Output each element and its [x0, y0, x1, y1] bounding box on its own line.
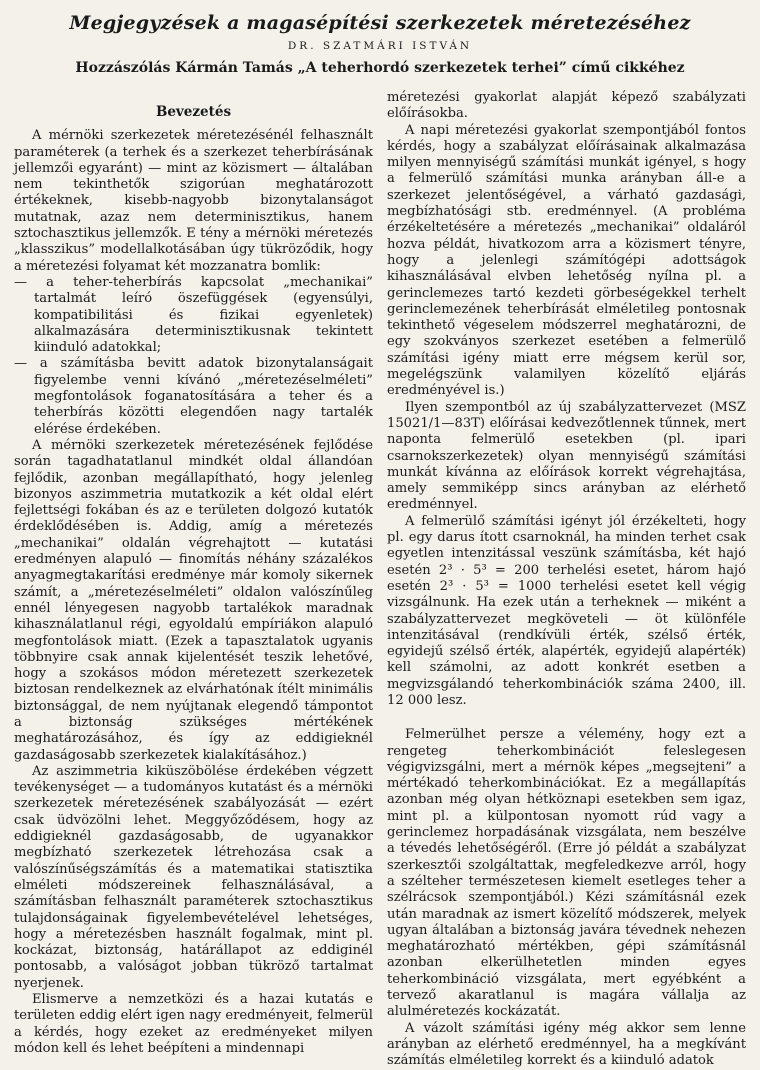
paragraph: méretezési gyakorlat alapját képező szabályzati előírásokba.: [387, 90, 746, 122]
text-columns: [14, 90, 746, 1070]
left-column: [14, 90, 373, 1070]
dash-list: [14, 275, 373, 438]
paragraph: A felmerülő számítási igényt jól érzékelteti, hogy pl. egy darus ított csarnoknál, ha minden terhet csak egyetlen intenzitással veszünk számításba, két hajó esetén 2³ · 5³ = 200 terhelési esetet, három hajó esetén 2³ · 5³ = 1000 terhelési esetet kell végig vizsgálnunk. Ha ezek után a terheknek — miként a szabályzattervezet megköveteli — öt különféle intenzitásával (rendkívüli érték, szélső érték, egyidejű szélső érték, alapérték, egyidejű alapérték) kell számolni, az adott konkrét esetben a megvizsgálandó teherkombinációk száma 2400, ill. 12 000 lesz.: [387, 513, 746, 708]
paragraph: A mérnöki szerkezetek méretezésének fejlődése során tagadhatatlanul mindkét oldal állandóan fejlődik, azonban megállapítható, hogy jelenleg bizonyos aszimmetria mutatkozik a két oldal elért fejlettségi fokában és az e területen dolgozó kutatók érdeklődésében is. Addig, amíg a méretezés „mechanikai” oldalán végrehajtott — kutatási eredményen alapuló — finomítás néhány százalékos anyagmegtakarítási eredménye már komoly sikernek számít, a „méretezéselméleti” oldalon valószínűleg ennél lényegesen nagyobb tartalékok maradnak kihasználatlanul régi, egyoldalú empíriákon alapuló megfontolások miatt. (Ezek a tapasztalatok ugyanis többnyire csak annak kijelentését teszik lehetővé, hogy a szokásos módon méretezett szerkezetek biztosan rendelkeznek az elvárhatónak ítélt minimális biztonsággal, de nem nyújtanak elegendő támpontot a biztonság szükséges mértékének meghatározásához, és így az eddigieknél gazdaságosabb szerkezetek kialakításához.): [14, 437, 373, 763]
section-heading: Bevezetés: [155, 104, 232, 120]
paragraph-gap: [387, 709, 746, 727]
paragraph: Ilyen szempontból az új szabályzattervezet (MSZ 15021/1—83T) előírásai kedvezőtlennek tűnnek, mert naponta felmerülő esetekben (pl. ipari csarnokszerkezetek) olyan mennyiségű számítási munkát kívánna az előírások korrekt végrehajtása, amely semmiképp sincs arányban az elérhető eredménnyel.: [387, 399, 746, 513]
article-author: DR. SZATMÁRI ISTVÁN: [287, 40, 473, 52]
paragraph: A vázolt számítási igény még akkor sem lenne arányban az elérhető eredménnyel, ha a megkívánt számítás elméletileg korrekt és a kiinduló adatok: [387, 1020, 746, 1069]
right-column: [387, 90, 746, 1070]
paragraph: A mérnöki szerkezetek méretezésénél felhasznált paraméterek (a terhek és a szerkezet teherbírásának jellemzői egyaránt) — mint az közismert — általában nem tekinthetők szigorúan meghatározott értékeknek, kisebb-nagyobb bizonytalanságot mutatnak, azaz nem determinisztikus, hanem sztochasztikus jellemzők. E tény a mérnöki méretezés „klasszikus” modellalkotásában úgy tükröződik, hogy a méretezési folyamat két mozzanatra bomlik:: [14, 128, 373, 274]
list-item: — a teher-teherbírás kapcsolat „mechanikai” tartalmát leíró öszefüggések (egyensúlyi, kompatibilitási és fizikai egyenletek) alkalmazására determinisztikusnak tekintett kiinduló adatokkal;: [14, 274, 373, 356]
article-subtitle: Hozzászólás Kármán Tamás „A teherhordó szerkezetek terhei” című cikkéhez: [75, 60, 685, 76]
article-title: Megjegyzések a magasépítési szerkezetek méretezéséhez: [69, 12, 691, 34]
paragraph: Felmerülhet persze a vélemény, hogy ezt a rengeteg teherkombinációt feleslegesen végigvizsgálni, mert a mérnök képes „megsejteni” a mértékadó teherkombinációkat. Ez a megállapítás azonban még olyan hétköznapi esetekben sem igaz, mint pl. a külpontosan nyomott rúd vagy a gerinclemez horpadásának vizsgálata, nem beszélve a tévedés lehetőségéről. (Erre jó példát a szabályzat szerkesztői szolgáltattak, megfeledkezve arról, hogy a szélteher természetesen kiemelt esetleges teher a szélrácsok szempontjából.) Kézi számításnál ezek után maradnak az ismert közelítő módszerek, melyek ugyan általában a biztonság javára tévednek nehezen meghatározható mértékben, gépi számításnál azonban elkerülhetetlen minden egyes teherkombináció vizsgálata, mert egyébként a tervező akaratlanul is magára vállalja az alulméretezés kockázatát.: [387, 727, 746, 1020]
paragraph: A napi méretezési gyakorlat szempontjából fontos kérdés, hogy a szabályzat előírásainak alkalmazása milyen mennyiségű számítási munkát igényel, s hogy a felmerülő számítási munka arányban áll-e a szerkezet jelentőségével, a várható gazdasági, megbízhatósági stb. eredménnyel. (A probléma érzékeltetésére a méretezés „mechanikai” oldaláról hozva példát, hivatkozom arra a közismert tényre, hogy a jelenlegi számítógépi adottságok kihasználásával elvben lehetőség nyílna pl. a gerinclemezes tartó kezdeti görbeségekkel terhelt gerinclemezének teherbírását elméletileg pontosnak tekinthető végeselem módszerrel meghatározni, de egy szokványos szerkezet esetében a felmerülő számítási igény miatt erre mégsem kerül sor, megelégszünk valamilyen közelítő eljárás eredményével is.): [387, 122, 746, 399]
paragraph: Az aszimmetria kiküszöbölése érdekében végzett tevékenységet — a tudományos kutatást és a mérnöki szerkezetek méretezésének szabályozását — ezért csak üdvözölni lehet. Meggyőződésem, hogy az eddigieknél gazdaságosabb, de ugyanakkor megbízható szerkezetek létrehozása csak a valószínűségszámítás és a matematikai statisztika elméleti módszereinek felhasználásával, a számításban felhasznált paraméterek sztochasztikus tulajdonságainak figyelembevételével lehetséges, hogy a méretezésben használt fogalmak, mint pl. kockázat, biztonság, határállapot az eddiginél pontosabb, a valóságot jobban tükröző tartalmat nyerjenek.: [14, 763, 373, 991]
paragraph: Elismerve a nemzetközi és a hazai kutatás e területen eddig elért igen nagy eredményeit, felmerül a kérdés, hogy ezeket az eredményeket milyen módon kell és lehet beépíteni a mindennapi: [14, 992, 373, 1056]
list-item: — a számításba bevitt adatok bizonytalanságait figyelembe venni kívánó „méretezéselméleti” megfontolások foganatosítására a teher és a teherbírás közötti elegendően nagy tartalék elérése érdekében.: [14, 356, 373, 437]
